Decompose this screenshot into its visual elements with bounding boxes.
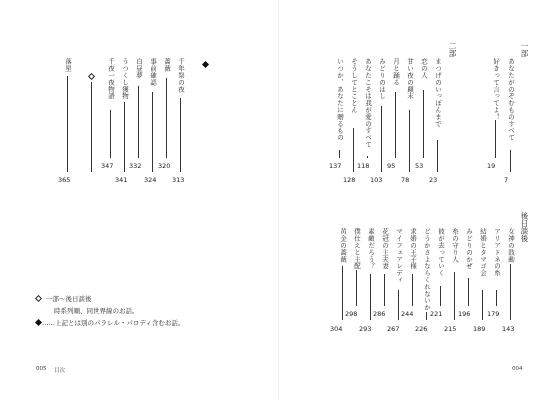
- leader-line: [398, 290, 399, 320]
- leader-line: [510, 150, 511, 172]
- leader-line: [409, 110, 410, 172]
- leader-line: [166, 78, 167, 158]
- toc-entry-title: 糸の守り人: [451, 228, 459, 263]
- leader-line: [152, 92, 153, 172]
- toc-entry-page: 215: [444, 325, 457, 333]
- toc-entry-page: 286: [373, 310, 386, 318]
- legend-note: ……上記とは別のパラレル・パロディ含むお話。: [42, 319, 185, 327]
- leader-line: [353, 128, 354, 172]
- toc-entry-title: みどりのはし: [378, 58, 386, 100]
- toc-entry-title: いつか、あなたに贈るもの: [336, 58, 344, 141]
- toc-entry-page: 293: [359, 325, 372, 333]
- leader-line: [67, 76, 68, 172]
- toc-entry-page: 7: [504, 176, 509, 184]
- toc-entry-page: 365: [58, 176, 71, 184]
- toc-entry-page: 19: [487, 162, 496, 170]
- toc-entry-title: 白昼夢: [135, 58, 143, 79]
- toc-entry-page: 179: [487, 310, 500, 318]
- leader-line: [412, 274, 413, 306]
- leader-line: [440, 286, 441, 306]
- leader-line: [426, 312, 427, 320]
- part1-heading: 一部: [520, 42, 529, 57]
- leader-line: [138, 86, 139, 158]
- toc-entry-page: 95: [387, 162, 396, 170]
- toc-entry-title: 女神の鼓動: [507, 228, 515, 263]
- leader-line: [370, 274, 371, 320]
- toc-entry-title: 甘い夜の顛末: [406, 58, 414, 100]
- leader-line: [367, 156, 368, 158]
- toc-entry-page: 103: [370, 176, 383, 184]
- leader-line: [124, 102, 125, 172]
- toc-entry-page: 189: [473, 325, 486, 333]
- filled-diamond-icon: [35, 319, 42, 326]
- toc-entry-title: まつげのいっぽんまで: [434, 58, 442, 127]
- toc-entry-title: 求婚の王子様: [409, 228, 417, 270]
- toc-entry-title: みどりのかぜ: [465, 228, 473, 270]
- toc-entry-title: 僕仕えと主配: [353, 228, 361, 270]
- toc-entry-page: 226: [415, 325, 428, 333]
- leader-line: [482, 290, 483, 320]
- running-head: 目次: [54, 368, 66, 374]
- page-number: 005: [36, 366, 47, 372]
- filled-diamond-marker: [202, 61, 209, 68]
- toc-entry-title: 彼が去っていく: [437, 228, 445, 277]
- toc-entry-title: そうしてとことん: [350, 58, 358, 114]
- leader-line: [454, 272, 455, 320]
- afterword-heading: 後日談後: [520, 212, 529, 242]
- toc-entry-page: 347: [101, 162, 114, 170]
- leader-line: [510, 264, 511, 320]
- leader-line: [339, 150, 340, 158]
- gutter: [278, 0, 279, 400]
- toc-entry-page: 137: [329, 162, 342, 170]
- toc-entry-title: 素敵だろう？: [367, 228, 375, 270]
- toc-entry-page: 320: [158, 162, 171, 170]
- toc-entry-page: 128: [343, 176, 356, 184]
- leader-line: [110, 110, 111, 158]
- leader-line: [395, 92, 396, 158]
- toc-entry-page: 78: [401, 176, 410, 184]
- legend-note: 一部～後日談後: [46, 295, 92, 303]
- toc-entry-title: アリアドネの糸: [493, 228, 501, 277]
- toc-entry-title: 落星: [64, 58, 72, 72]
- leader-line: [342, 266, 343, 320]
- toc-entry-title: マイフェアレディ: [395, 228, 403, 284]
- leader-line: [91, 82, 92, 172]
- legend-note: 時系列順、同世界線のお話。: [54, 307, 139, 315]
- toc-entry-page: 23: [429, 176, 438, 184]
- leader-line: [468, 278, 469, 306]
- page-number: 004: [512, 366, 523, 372]
- leader-line: [381, 106, 382, 172]
- toc-entry-page: 143: [502, 325, 515, 333]
- toc-entry-title: 千夜一夜物語: [107, 58, 115, 100]
- toc-entry-page: 324: [144, 176, 157, 184]
- toc-entry-title: あなたこそは我が愛のすべて: [364, 58, 372, 148]
- toc-entry-page: 332: [129, 162, 142, 170]
- toc-entry-title: あなたがのぞむものすべて: [507, 58, 515, 141]
- toc-entry-page: 221: [430, 310, 443, 318]
- toc-entry-title: うつくし獲物: [121, 58, 129, 100]
- toc-entry-title: 結婚とタマゴ会: [479, 228, 487, 277]
- leader-line: [496, 290, 497, 306]
- toc-entry-title: 薔薇: [163, 58, 171, 72]
- toc-entry-page: 118: [357, 162, 370, 170]
- toc-entry-title: 千年祭の夜: [177, 58, 185, 93]
- toc-entry-page: 304: [330, 325, 343, 333]
- leader-line: [384, 274, 385, 306]
- toc-entry-title: どうかさよならくれないか: [423, 228, 431, 311]
- toc-entry-title: 恋の人: [420, 58, 428, 79]
- toc-entry-title: 月と踊る: [392, 58, 400, 86]
- toc-entry-title: 黄金の薔薇: [339, 228, 347, 263]
- toc-entry-page: 196: [458, 310, 471, 318]
- part2-heading: 二部: [448, 42, 457, 57]
- toc-entry-page: 244: [401, 310, 414, 318]
- toc-entry-page: 313: [172, 176, 185, 184]
- toc-entry-title: 好きって言ってよ！: [492, 58, 500, 121]
- open-diamond-icon: [35, 295, 42, 302]
- leader-line: [180, 98, 181, 172]
- leader-line: [423, 90, 424, 158]
- toc-entry-title: 事前確認: [149, 58, 157, 86]
- leader-line: [437, 140, 438, 172]
- toc-entry-page: 267: [387, 325, 400, 333]
- leader-line: [356, 270, 357, 306]
- toc-entry-title: 花冠の主夫妻: [381, 228, 389, 270]
- toc-entry-page: 53: [415, 162, 424, 170]
- toc-entry-page: 298: [345, 310, 358, 318]
- toc-entry-page: 341: [115, 176, 128, 184]
- leader-line: [495, 120, 496, 158]
- open-diamond-marker: [88, 73, 95, 80]
